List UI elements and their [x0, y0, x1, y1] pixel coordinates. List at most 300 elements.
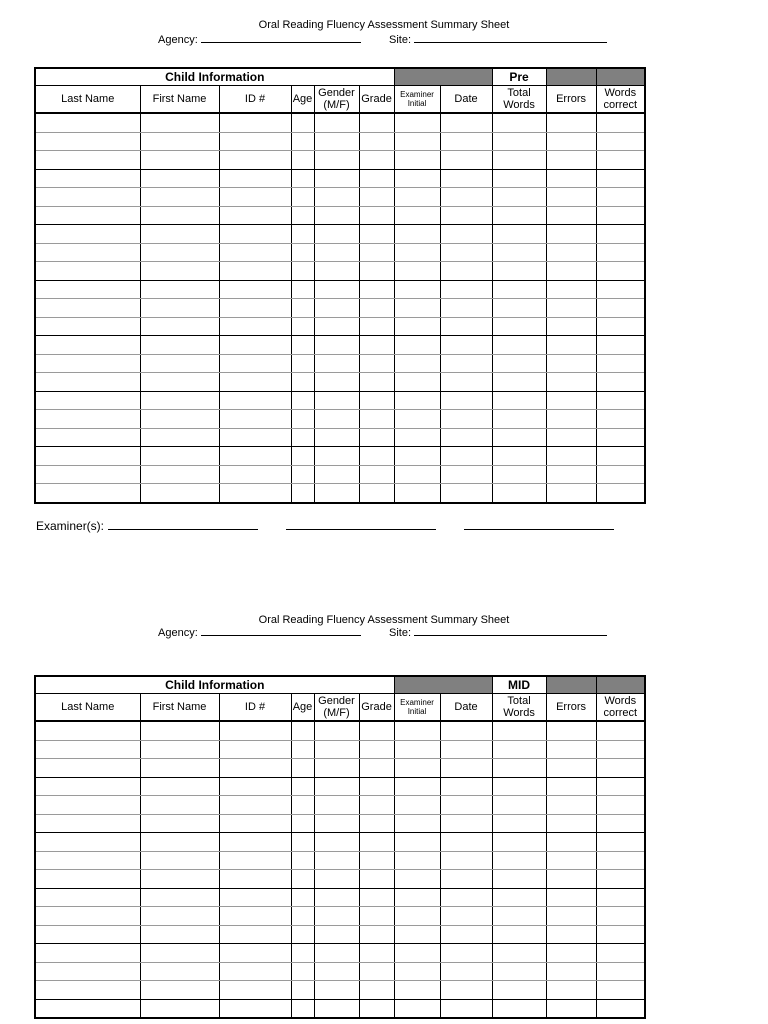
table-cell[interactable] [394, 925, 440, 944]
table-cell[interactable] [359, 465, 394, 484]
table-cell[interactable] [394, 299, 440, 318]
table-cell[interactable] [219, 833, 291, 852]
table-cell[interactable] [596, 944, 645, 963]
table-cell[interactable] [359, 151, 394, 170]
table-cell[interactable] [440, 759, 492, 778]
table-cell[interactable] [546, 169, 596, 188]
table-cell[interactable] [140, 888, 219, 907]
table-cell[interactable] [492, 169, 546, 188]
table-cell[interactable] [546, 814, 596, 833]
table-cell[interactable] [219, 981, 291, 1000]
table-cell[interactable] [596, 888, 645, 907]
table-cell[interactable] [359, 354, 394, 373]
table-cell[interactable] [140, 484, 219, 503]
table-cell[interactable] [359, 925, 394, 944]
table-cell[interactable] [492, 299, 546, 318]
table-cell[interactable] [596, 907, 645, 926]
table-cell[interactable] [492, 336, 546, 355]
table-cell[interactable] [35, 188, 140, 207]
table-cell[interactable] [140, 925, 219, 944]
table-cell[interactable] [359, 243, 394, 262]
table-cell[interactable] [291, 188, 314, 207]
table-cell[interactable] [492, 999, 546, 1018]
table-cell[interactable] [394, 225, 440, 244]
table-cell[interactable] [291, 721, 314, 740]
table-cell[interactable] [596, 484, 645, 503]
table-cell[interactable] [35, 373, 140, 392]
table-cell[interactable] [219, 721, 291, 740]
table-cell[interactable] [359, 336, 394, 355]
table-cell[interactable] [291, 428, 314, 447]
table-cell[interactable] [394, 243, 440, 262]
site-field[interactable] [389, 626, 607, 639]
table-cell[interactable] [140, 373, 219, 392]
table-cell[interactable] [140, 721, 219, 740]
table-cell[interactable] [394, 721, 440, 740]
table-cell[interactable] [546, 759, 596, 778]
table-cell[interactable] [140, 169, 219, 188]
table-cell[interactable] [394, 132, 440, 151]
table-cell[interactable] [291, 336, 314, 355]
table-cell[interactable] [35, 907, 140, 926]
table-cell[interactable] [359, 870, 394, 889]
table-cell[interactable] [140, 999, 219, 1018]
table-cell[interactable] [219, 907, 291, 926]
table-cell[interactable] [219, 188, 291, 207]
table-cell[interactable] [291, 925, 314, 944]
table-cell[interactable] [140, 280, 219, 299]
table-cell[interactable] [596, 243, 645, 262]
table-cell[interactable] [492, 188, 546, 207]
table-cell[interactable] [596, 777, 645, 796]
table-cell[interactable] [35, 280, 140, 299]
table-cell[interactable] [440, 777, 492, 796]
table-cell[interactable] [359, 907, 394, 926]
table-cell[interactable] [546, 206, 596, 225]
table-cell[interactable] [314, 132, 359, 151]
table-cell[interactable] [291, 814, 314, 833]
table-cell[interactable] [35, 833, 140, 852]
table-cell[interactable] [291, 851, 314, 870]
table-cell[interactable] [394, 851, 440, 870]
table-cell[interactable] [140, 151, 219, 170]
table-cell[interactable] [35, 391, 140, 410]
table-cell[interactable] [314, 206, 359, 225]
table-cell[interactable] [219, 465, 291, 484]
table-cell[interactable] [546, 113, 596, 132]
table-cell[interactable] [440, 225, 492, 244]
table-cell[interactable] [291, 354, 314, 373]
table-cell[interactable] [140, 944, 219, 963]
table-cell[interactable] [440, 981, 492, 1000]
table-cell[interactable] [314, 262, 359, 281]
table-cell[interactable] [359, 132, 394, 151]
table-cell[interactable] [596, 796, 645, 815]
table-cell[interactable] [596, 317, 645, 336]
table-cell[interactable] [219, 796, 291, 815]
table-cell[interactable] [492, 944, 546, 963]
table-cell[interactable] [219, 317, 291, 336]
table-cell[interactable] [394, 410, 440, 429]
table-cell[interactable] [359, 225, 394, 244]
table-cell[interactable] [492, 925, 546, 944]
table-cell[interactable] [359, 944, 394, 963]
table-cell[interactable] [596, 280, 645, 299]
table-cell[interactable] [219, 925, 291, 944]
table-cell[interactable] [219, 410, 291, 429]
table-cell[interactable] [219, 944, 291, 963]
table-cell[interactable] [394, 981, 440, 1000]
table-cell[interactable] [314, 851, 359, 870]
table-cell[interactable] [359, 759, 394, 778]
table-cell[interactable] [394, 999, 440, 1018]
table-cell[interactable] [394, 814, 440, 833]
table-cell[interactable] [546, 999, 596, 1018]
table-cell[interactable] [359, 851, 394, 870]
agency-field[interactable] [158, 626, 361, 639]
table-cell[interactable] [219, 336, 291, 355]
table-cell[interactable] [359, 280, 394, 299]
table-cell[interactable] [35, 944, 140, 963]
table-cell[interactable] [596, 188, 645, 207]
table-cell[interactable] [140, 981, 219, 1000]
table-cell[interactable] [219, 962, 291, 981]
table-cell[interactable] [440, 999, 492, 1018]
table-cell[interactable] [140, 225, 219, 244]
table-cell[interactable] [219, 814, 291, 833]
table-cell[interactable] [314, 981, 359, 1000]
table-cell[interactable] [440, 721, 492, 740]
table-cell[interactable] [359, 262, 394, 281]
site-input-line[interactable] [414, 33, 607, 43]
table-cell[interactable] [394, 907, 440, 926]
table-cell[interactable] [492, 888, 546, 907]
examiner-line[interactable] [464, 519, 614, 530]
table-cell[interactable] [219, 777, 291, 796]
table-cell[interactable] [291, 777, 314, 796]
table-cell[interactable] [596, 262, 645, 281]
table-cell[interactable] [440, 740, 492, 759]
table-cell[interactable] [314, 999, 359, 1018]
table-cell[interactable] [35, 336, 140, 355]
table-cell[interactable] [291, 907, 314, 926]
table-cell[interactable] [359, 317, 394, 336]
agency-input-line[interactable] [201, 33, 361, 43]
table-cell[interactable] [219, 999, 291, 1018]
table-cell[interactable] [291, 299, 314, 318]
table-cell[interactable] [596, 391, 645, 410]
table-cell[interactable] [394, 262, 440, 281]
table-cell[interactable] [546, 833, 596, 852]
table-cell[interactable] [546, 981, 596, 1000]
table-cell[interactable] [492, 796, 546, 815]
table-cell[interactable] [219, 373, 291, 392]
table-cell[interactable] [492, 759, 546, 778]
table-cell[interactable] [35, 740, 140, 759]
table-cell[interactable] [359, 113, 394, 132]
table-cell[interactable] [546, 721, 596, 740]
table-cell[interactable] [492, 262, 546, 281]
table-cell[interactable] [596, 336, 645, 355]
table-cell[interactable] [140, 777, 219, 796]
table-cell[interactable] [492, 447, 546, 466]
table-cell[interactable] [394, 151, 440, 170]
table-cell[interactable] [314, 113, 359, 132]
table-cell[interactable] [219, 740, 291, 759]
table-cell[interactable] [546, 870, 596, 889]
table-cell[interactable] [291, 317, 314, 336]
table-cell[interactable] [492, 206, 546, 225]
table-cell[interactable] [140, 870, 219, 889]
table-cell[interactable] [440, 944, 492, 963]
table-cell[interactable] [140, 188, 219, 207]
table-cell[interactable] [596, 354, 645, 373]
table-cell[interactable] [440, 113, 492, 132]
table-cell[interactable] [359, 447, 394, 466]
table-cell[interactable] [546, 465, 596, 484]
table-cell[interactable] [546, 243, 596, 262]
table-cell[interactable] [140, 317, 219, 336]
table-cell[interactable] [314, 391, 359, 410]
table-cell[interactable] [546, 888, 596, 907]
table-cell[interactable] [596, 373, 645, 392]
table-cell[interactable] [291, 151, 314, 170]
table-cell[interactable] [546, 225, 596, 244]
table-cell[interactable] [440, 888, 492, 907]
table-cell[interactable] [546, 944, 596, 963]
table-cell[interactable] [492, 870, 546, 889]
table-cell[interactable] [314, 833, 359, 852]
table-cell[interactable] [35, 759, 140, 778]
table-cell[interactable] [440, 851, 492, 870]
table-cell[interactable] [140, 336, 219, 355]
table-cell[interactable] [140, 465, 219, 484]
table-cell[interactable] [546, 428, 596, 447]
table-cell[interactable] [359, 391, 394, 410]
table-cell[interactable] [359, 888, 394, 907]
table-cell[interactable] [394, 944, 440, 963]
table-cell[interactable] [314, 410, 359, 429]
table-cell[interactable] [394, 336, 440, 355]
table-cell[interactable] [219, 225, 291, 244]
table-cell[interactable] [140, 132, 219, 151]
table-cell[interactable] [440, 465, 492, 484]
table-cell[interactable] [492, 981, 546, 1000]
table-cell[interactable] [546, 132, 596, 151]
table-cell[interactable] [291, 132, 314, 151]
table-cell[interactable] [314, 907, 359, 926]
table-cell[interactable] [546, 317, 596, 336]
table-cell[interactable] [219, 354, 291, 373]
table-cell[interactable] [359, 206, 394, 225]
table-cell[interactable] [219, 132, 291, 151]
table-cell[interactable] [394, 759, 440, 778]
table-cell[interactable] [359, 721, 394, 740]
table-cell[interactable] [440, 132, 492, 151]
table-cell[interactable] [219, 428, 291, 447]
table-cell[interactable] [440, 907, 492, 926]
table-cell[interactable] [219, 169, 291, 188]
table-cell[interactable] [546, 740, 596, 759]
table-cell[interactable] [219, 759, 291, 778]
table-cell[interactable] [492, 484, 546, 503]
table-cell[interactable] [394, 833, 440, 852]
table-cell[interactable] [140, 354, 219, 373]
table-cell[interactable] [291, 759, 314, 778]
table-cell[interactable] [35, 299, 140, 318]
table-cell[interactable] [440, 962, 492, 981]
table-cell[interactable] [35, 484, 140, 503]
table-cell[interactable] [359, 169, 394, 188]
table-cell[interactable] [140, 299, 219, 318]
table-cell[interactable] [291, 888, 314, 907]
table-cell[interactable] [314, 243, 359, 262]
table-cell[interactable] [440, 280, 492, 299]
table-cell[interactable] [219, 151, 291, 170]
table-cell[interactable] [314, 870, 359, 889]
table-cell[interactable] [314, 944, 359, 963]
table-cell[interactable] [546, 796, 596, 815]
table-cell[interactable] [440, 188, 492, 207]
table-cell[interactable] [314, 962, 359, 981]
table-cell[interactable] [314, 796, 359, 815]
table-cell[interactable] [314, 465, 359, 484]
table-cell[interactable] [35, 206, 140, 225]
table-cell[interactable] [440, 354, 492, 373]
table-cell[interactable] [219, 391, 291, 410]
table-cell[interactable] [359, 814, 394, 833]
table-cell[interactable] [596, 225, 645, 244]
table-cell[interactable] [314, 354, 359, 373]
table-cell[interactable] [219, 206, 291, 225]
table-cell[interactable] [140, 243, 219, 262]
table-cell[interactable] [359, 484, 394, 503]
table-cell[interactable] [359, 981, 394, 1000]
table-cell[interactable] [291, 169, 314, 188]
table-cell[interactable] [140, 262, 219, 281]
table-cell[interactable] [394, 777, 440, 796]
table-cell[interactable] [440, 447, 492, 466]
table-cell[interactable] [440, 373, 492, 392]
table-cell[interactable] [546, 151, 596, 170]
table-cell[interactable] [314, 759, 359, 778]
table-cell[interactable] [596, 169, 645, 188]
table-cell[interactable] [546, 907, 596, 926]
table-cell[interactable] [394, 373, 440, 392]
table-cell[interactable] [596, 206, 645, 225]
table-cell[interactable] [35, 243, 140, 262]
table-cell[interactable] [314, 336, 359, 355]
table-cell[interactable] [546, 962, 596, 981]
table-cell[interactable] [546, 777, 596, 796]
table-cell[interactable] [440, 262, 492, 281]
table-cell[interactable] [35, 777, 140, 796]
table-cell[interactable] [546, 925, 596, 944]
table-cell[interactable] [35, 354, 140, 373]
table-cell[interactable] [394, 962, 440, 981]
table-cell[interactable] [291, 113, 314, 132]
table-cell[interactable] [291, 999, 314, 1018]
table-cell[interactable] [359, 188, 394, 207]
table-cell[interactable] [140, 759, 219, 778]
table-cell[interactable] [35, 981, 140, 1000]
table-cell[interactable] [596, 132, 645, 151]
table-cell[interactable] [35, 888, 140, 907]
table-cell[interactable] [440, 484, 492, 503]
table-cell[interactable] [140, 833, 219, 852]
table-cell[interactable] [314, 740, 359, 759]
table-cell[interactable] [440, 796, 492, 815]
table-cell[interactable] [492, 151, 546, 170]
table-cell[interactable] [596, 428, 645, 447]
table-cell[interactable] [219, 299, 291, 318]
table-cell[interactable] [140, 796, 219, 815]
table-cell[interactable] [291, 465, 314, 484]
table-cell[interactable] [140, 428, 219, 447]
table-cell[interactable] [492, 777, 546, 796]
table-cell[interactable] [546, 484, 596, 503]
table-cell[interactable] [440, 925, 492, 944]
table-cell[interactable] [492, 740, 546, 759]
table-cell[interactable] [314, 814, 359, 833]
table-cell[interactable] [291, 944, 314, 963]
table-cell[interactable] [359, 796, 394, 815]
table-cell[interactable] [359, 777, 394, 796]
table-cell[interactable] [394, 870, 440, 889]
table-cell[interactable] [492, 373, 546, 392]
table-cell[interactable] [35, 851, 140, 870]
table-cell[interactable] [394, 428, 440, 447]
table-cell[interactable] [359, 410, 394, 429]
table-cell[interactable] [394, 888, 440, 907]
table-cell[interactable] [596, 833, 645, 852]
table-cell[interactable] [492, 721, 546, 740]
table-cell[interactable] [35, 169, 140, 188]
table-cell[interactable] [596, 113, 645, 132]
table-cell[interactable] [596, 299, 645, 318]
table-cell[interactable] [219, 243, 291, 262]
table-cell[interactable] [546, 354, 596, 373]
table-cell[interactable] [359, 299, 394, 318]
table-cell[interactable] [359, 962, 394, 981]
table-cell[interactable] [394, 484, 440, 503]
table-cell[interactable] [440, 833, 492, 852]
table-cell[interactable] [492, 962, 546, 981]
table-cell[interactable] [35, 262, 140, 281]
table-cell[interactable] [596, 870, 645, 889]
table-cell[interactable] [546, 262, 596, 281]
table-cell[interactable] [492, 410, 546, 429]
table-cell[interactable] [440, 814, 492, 833]
table-cell[interactable] [492, 113, 546, 132]
table-cell[interactable] [492, 428, 546, 447]
table-cell[interactable] [492, 354, 546, 373]
table-cell[interactable] [492, 225, 546, 244]
table-cell[interactable] [35, 925, 140, 944]
table-cell[interactable] [546, 410, 596, 429]
table-cell[interactable] [394, 280, 440, 299]
table-cell[interactable] [35, 428, 140, 447]
table-cell[interactable] [140, 206, 219, 225]
table-cell[interactable] [546, 280, 596, 299]
table-cell[interactable] [394, 113, 440, 132]
table-cell[interactable] [394, 740, 440, 759]
table-cell[interactable] [596, 851, 645, 870]
table-cell[interactable] [359, 428, 394, 447]
table-cell[interactable] [140, 907, 219, 926]
table-cell[interactable] [492, 465, 546, 484]
table-cell[interactable] [440, 169, 492, 188]
